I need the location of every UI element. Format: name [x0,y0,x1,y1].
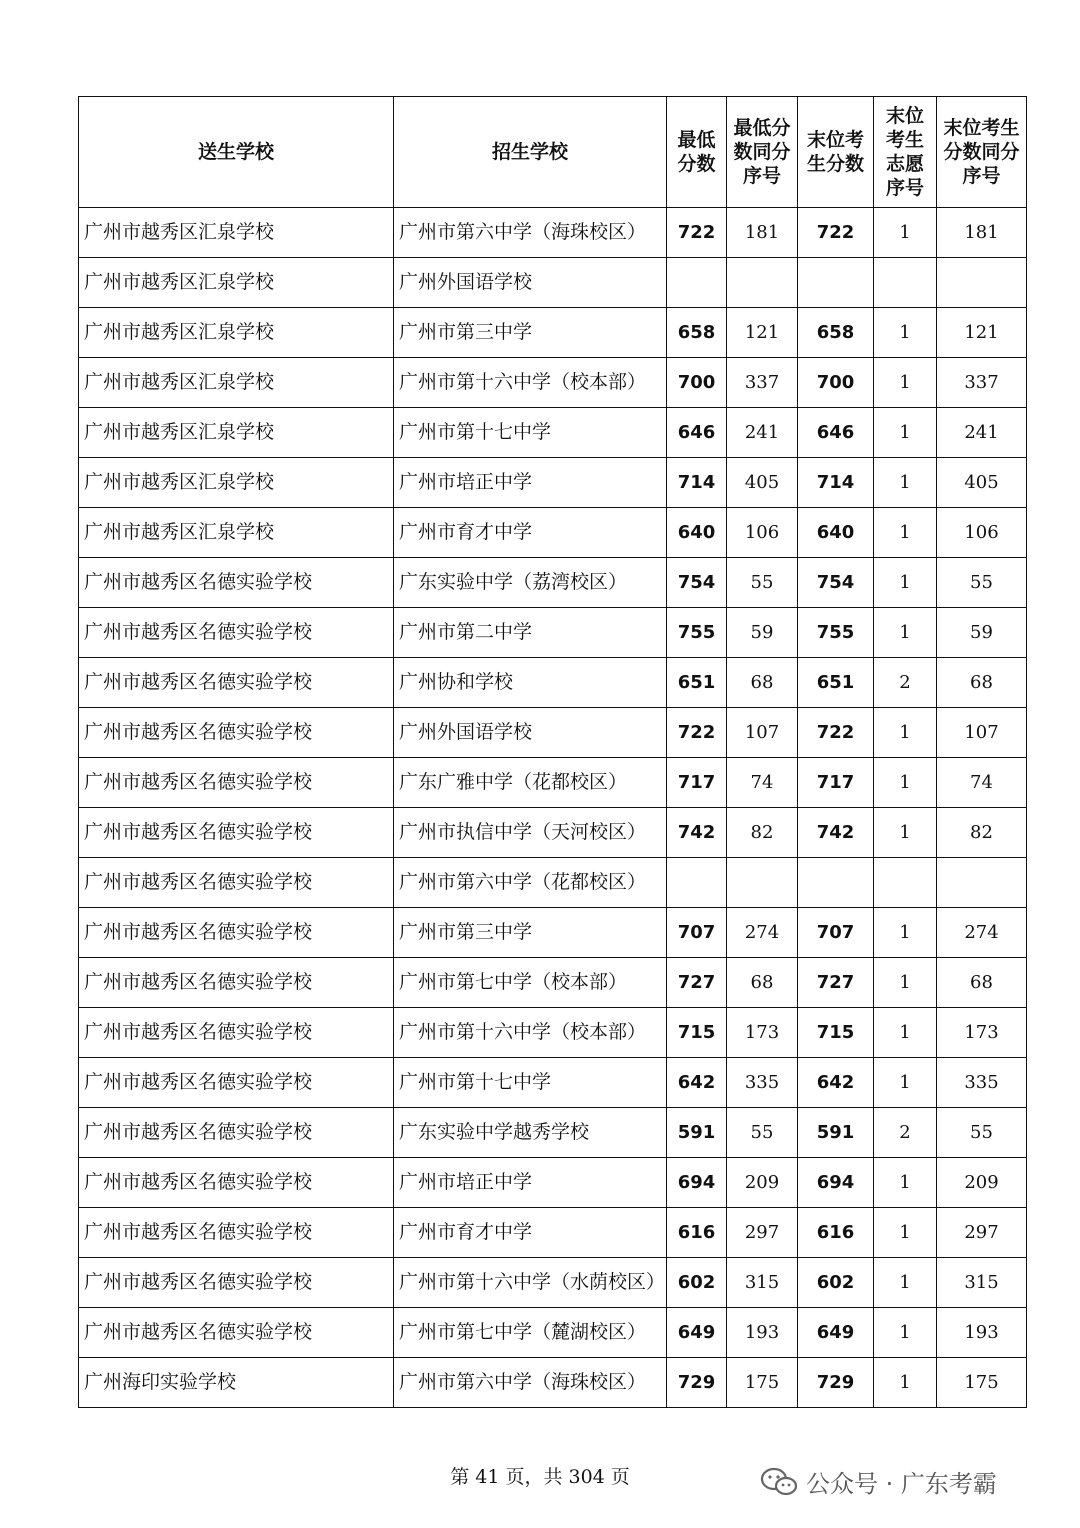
cell-enrolling-school: 广州市第三中学 [394,908,667,958]
cell-min-score: 707 [667,908,727,958]
table-row [79,458,1027,508]
cell-min-score: 658 [667,308,727,358]
cell-sending-school: 广州市越秀区汇泉学校 [79,508,394,558]
cell-min-score: 754 [667,558,727,608]
cell-last-score-tie-order: 193 [937,1308,1027,1358]
table-row [79,408,1027,458]
cell-min-score: 651 [667,658,727,708]
cell-last-score: 658 [798,308,874,358]
cell-sending-school: 广州市越秀区名德实验学校 [79,558,394,608]
cell-sending-school: 广州市越秀区名德实验学校 [79,1308,394,1358]
cell-min-score: 694 [667,1158,727,1208]
cell-sending-school: 广州市越秀区名德实验学校 [79,658,394,708]
cell-last-choice-order: 1 [874,1008,937,1058]
table-row [79,808,1027,858]
cell-last-choice-order: 1 [874,1308,937,1358]
cell-last-choice-order: 1 [874,1058,937,1108]
cell-min-score: 700 [667,358,727,408]
table-row [79,1108,1027,1158]
table-row [79,758,1027,808]
table-row [79,1358,1027,1408]
cell-enrolling-school: 广州市第十七中学 [394,1058,667,1108]
cell-last-choice-order: 1 [874,808,937,858]
cell-enrolling-school: 广州市第六中学（花都校区） [394,858,667,908]
cell-last-score: 714 [798,458,874,508]
cell-last-score-tie-order: 173 [937,1008,1027,1058]
cell-enrolling-school: 广州市第十七中学 [394,408,667,458]
cell-min-score: 742 [667,808,727,858]
cell-enrolling-school: 广州市育才中学 [394,508,667,558]
cell-min-score: 717 [667,758,727,808]
cell-sending-school: 广州市越秀区名德实验学校 [79,1058,394,1108]
cell-sending-school: 广州市越秀区汇泉学校 [79,458,394,508]
cell-min-score-tie-order: 315 [727,1258,798,1308]
header-last-score: 末位考生分数 [798,97,874,208]
cell-last-score-tie-order: 274 [937,908,1027,958]
cell-enrolling-school: 广州市第十六中学（校本部） [394,358,667,408]
cell-sending-school: 广州市越秀区汇泉学校 [79,358,394,408]
cell-last-choice-order: 1 [874,358,937,408]
table-row [79,308,1027,358]
cell-enrolling-school: 广州外国语学校 [394,258,667,308]
table-row [79,358,1027,408]
cell-last-score-tie-order: 59 [937,608,1027,658]
table-row [79,708,1027,758]
cell-sending-school: 广州市越秀区名德实验学校 [79,1008,394,1058]
cell-min-score-tie-order: 82 [727,808,798,858]
cell-last-score-tie-order [937,258,1027,308]
table-row [79,858,1027,908]
cell-enrolling-school: 广州市第十六中学（水荫校区） [394,1258,667,1308]
cell-min-score-tie-order: 337 [727,358,798,408]
cell-last-score-tie-order: 68 [937,958,1027,1008]
cell-sending-school: 广州市越秀区名德实验学校 [79,758,394,808]
cell-enrolling-school: 广州市第六中学（海珠校区） [394,208,667,258]
cell-min-score-tie-order: 181 [727,208,798,258]
cell-sending-school: 广州市越秀区名德实验学校 [79,1208,394,1258]
cell-last-score: 694 [798,1158,874,1208]
cell-min-score-tie-order: 106 [727,508,798,558]
cell-last-choice-order: 1 [874,908,937,958]
table-row [79,258,1027,308]
header-enrolling-school: 招生学校 [394,97,667,208]
cell-min-score: 646 [667,408,727,458]
cell-min-score: 727 [667,958,727,1008]
cell-last-score-tie-order: 297 [937,1208,1027,1258]
admission-score-table [78,96,1027,1408]
cell-last-score-tie-order: 209 [937,1158,1027,1208]
cell-min-score-tie-order: 241 [727,408,798,458]
cell-enrolling-school: 广州协和学校 [394,658,667,708]
cell-sending-school: 广州市越秀区名德实验学校 [79,1158,394,1208]
cell-last-score: 717 [798,758,874,808]
cell-sending-school: 广州市越秀区汇泉学校 [79,208,394,258]
page-number: 第 41 页，共 304 页 [450,1466,630,1488]
cell-min-score-tie-order: 55 [727,558,798,608]
header-min-score-tie-order: 最低分数同分序号 [727,97,798,208]
header-min-score: 最低分数 [667,97,727,208]
cell-last-score-tie-order: 106 [937,508,1027,558]
cell-last-score: 700 [798,358,874,408]
wechat-icon [760,1467,798,1497]
cell-enrolling-school: 广东实验中学（荔湾校区） [394,558,667,608]
table-row [79,958,1027,1008]
cell-enrolling-school: 广州市第十六中学（校本部） [394,1008,667,1058]
cell-enrolling-school: 广州市第二中学 [394,608,667,658]
table-row [79,208,1027,258]
cell-sending-school: 广州市越秀区名德实验学校 [79,808,394,858]
cell-sending-school: 广州市越秀区名德实验学校 [79,708,394,758]
cell-last-score-tie-order [937,858,1027,908]
cell-min-score-tie-order: 55 [727,1108,798,1158]
watermark-text: 公众号 · 广东考霸 [806,1470,997,1498]
cell-last-score: 715 [798,1008,874,1058]
table-row [79,1058,1027,1108]
cell-last-score: 729 [798,1358,874,1408]
cell-min-score: 715 [667,1008,727,1058]
cell-last-choice-order: 1 [874,508,937,558]
cell-min-score-tie-order: 274 [727,908,798,958]
cell-last-score: 722 [798,708,874,758]
cell-last-choice-order: 2 [874,1108,937,1158]
cell-min-score-tie-order: 59 [727,608,798,658]
table-row [79,1158,1027,1208]
cell-sending-school: 广州市越秀区名德实验学校 [79,1108,394,1158]
cell-last-score: 640 [798,508,874,558]
cell-enrolling-school: 广州市第七中学（校本部） [394,958,667,1008]
cell-min-score-tie-order: 68 [727,658,798,708]
cell-min-score-tie-order: 209 [727,1158,798,1208]
cell-last-score-tie-order: 82 [937,808,1027,858]
cell-last-score-tie-order: 55 [937,1108,1027,1158]
cell-last-score: 755 [798,608,874,658]
cell-last-score: 649 [798,1308,874,1358]
cell-last-score: 707 [798,908,874,958]
cell-last-score-tie-order: 55 [937,558,1027,608]
cell-sending-school: 广州市越秀区汇泉学校 [79,308,394,358]
cell-last-score: 651 [798,658,874,708]
cell-last-choice-order: 1 [874,558,937,608]
cell-enrolling-school: 广东实验中学越秀学校 [394,1108,667,1158]
cell-last-choice-order: 1 [874,758,937,808]
table-row [79,558,1027,608]
cell-sending-school: 广州市越秀区名德实验学校 [79,958,394,1008]
header-last-choice-order: 末位考生志愿序号 [874,97,937,208]
cell-last-score: 722 [798,208,874,258]
cell-min-score: 642 [667,1058,727,1108]
table-row [79,908,1027,958]
cell-last-choice-order: 1 [874,958,937,1008]
cell-last-choice-order: 1 [874,408,937,458]
cell-min-score-tie-order: 297 [727,1208,798,1258]
cell-last-choice-order [874,258,937,308]
cell-sending-school: 广州海印实验学校 [79,1358,394,1408]
cell-last-choice-order: 1 [874,1358,937,1408]
cell-last-score: 727 [798,958,874,1008]
cell-sending-school: 广州市越秀区名德实验学校 [79,608,394,658]
cell-min-score: 602 [667,1258,727,1308]
cell-enrolling-school: 广州市培正中学 [394,1158,667,1208]
table-row [79,1008,1027,1058]
cell-last-choice-order: 1 [874,1208,937,1258]
cell-last-score: 616 [798,1208,874,1258]
cell-last-score-tie-order: 315 [937,1258,1027,1308]
cell-last-choice-order: 2 [874,658,937,708]
cell-min-score: 714 [667,458,727,508]
cell-last-score [798,858,874,908]
cell-last-choice-order: 1 [874,308,937,358]
cell-enrolling-school: 广州市第三中学 [394,308,667,358]
cell-last-choice-order: 1 [874,708,937,758]
header-last-score-tie-order: 末位考生分数同分序号 [937,97,1027,208]
cell-last-choice-order: 1 [874,458,937,508]
cell-enrolling-school: 广州市第六中学（海珠校区） [394,1358,667,1408]
watermark [760,1464,997,1499]
table-row [79,658,1027,708]
table-row [79,1208,1027,1258]
cell-sending-school: 广州市越秀区名德实验学校 [79,908,394,958]
cell-min-score-tie-order: 175 [727,1358,798,1408]
cell-sending-school: 广州市越秀区汇泉学校 [79,258,394,308]
cell-min-score-tie-order: 68 [727,958,798,1008]
cell-min-score-tie-order: 193 [727,1308,798,1358]
cell-last-score-tie-order: 405 [937,458,1027,508]
cell-enrolling-school: 广州市第七中学（麓湖校区） [394,1308,667,1358]
cell-min-score-tie-order: 173 [727,1008,798,1058]
cell-min-score: 755 [667,608,727,658]
cell-last-choice-order: 1 [874,608,937,658]
cell-last-score: 591 [798,1108,874,1158]
header-row [79,97,1027,208]
cell-min-score: 729 [667,1358,727,1408]
cell-last-score: 754 [798,558,874,608]
table-row [79,608,1027,658]
cell-last-choice-order: 1 [874,1158,937,1208]
cell-min-score-tie-order: 405 [727,458,798,508]
table-row [79,508,1027,558]
cell-min-score: 640 [667,508,727,558]
cell-min-score-tie-order: 74 [727,758,798,808]
cell-enrolling-school: 广东广雅中学（花都校区） [394,758,667,808]
cell-last-choice-order: 1 [874,1258,937,1308]
cell-last-score-tie-order: 74 [937,758,1027,808]
cell-last-score-tie-order: 68 [937,658,1027,708]
cell-last-score: 742 [798,808,874,858]
cell-enrolling-school: 广州市执信中学（天河校区） [394,808,667,858]
cell-min-score-tie-order [727,258,798,308]
cell-last-score-tie-order: 175 [937,1358,1027,1408]
cell-enrolling-school: 广州外国语学校 [394,708,667,758]
cell-last-score [798,258,874,308]
cell-min-score: 591 [667,1108,727,1158]
cell-last-choice-order: 1 [874,208,937,258]
cell-last-score: 602 [798,1258,874,1308]
cell-last-score-tie-order: 121 [937,308,1027,358]
cell-last-choice-order [874,858,937,908]
cell-enrolling-school: 广州市育才中学 [394,1208,667,1258]
cell-last-score-tie-order: 335 [937,1058,1027,1108]
cell-min-score-tie-order [727,858,798,908]
cell-min-score: 722 [667,708,727,758]
cell-last-score: 642 [798,1058,874,1108]
cell-min-score: 616 [667,1208,727,1258]
cell-enrolling-school: 广州市培正中学 [394,458,667,508]
cell-min-score: 649 [667,1308,727,1358]
cell-sending-school: 广州市越秀区名德实验学校 [79,858,394,908]
table-row [79,1258,1027,1308]
cell-sending-school: 广州市越秀区汇泉学校 [79,408,394,458]
cell-last-score-tie-order: 107 [937,708,1027,758]
cell-last-score-tie-order: 241 [937,408,1027,458]
cell-last-score-tie-order: 337 [937,358,1027,408]
cell-min-score-tie-order: 335 [727,1058,798,1108]
cell-min-score: 722 [667,208,727,258]
cell-min-score [667,858,727,908]
cell-min-score [667,258,727,308]
cell-last-score: 646 [798,408,874,458]
header-sending-school: 送生学校 [79,97,394,208]
cell-sending-school: 广州市越秀区名德实验学校 [79,1258,394,1308]
cell-last-score-tie-order: 181 [937,208,1027,258]
cell-min-score-tie-order: 121 [727,308,798,358]
table-row [79,1308,1027,1358]
cell-min-score-tie-order: 107 [727,708,798,758]
